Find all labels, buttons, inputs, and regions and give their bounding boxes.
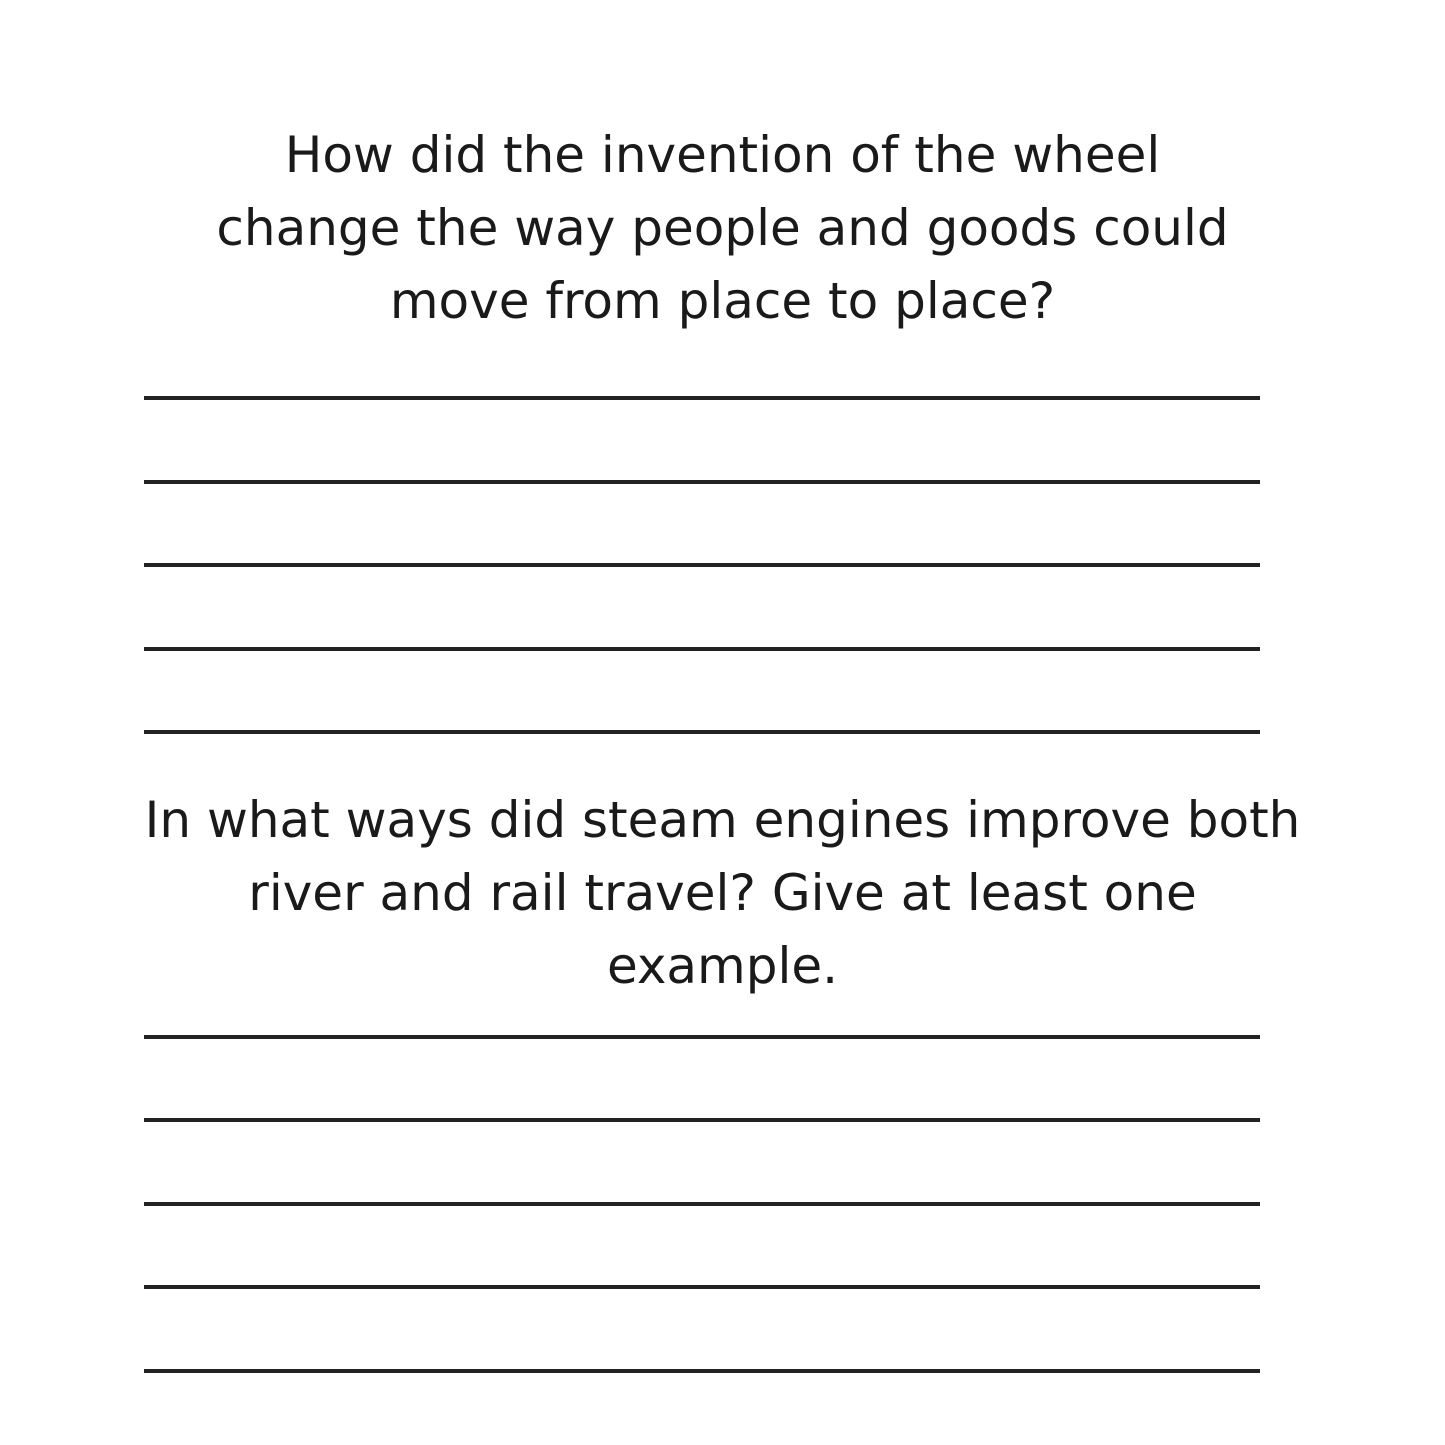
question-2-line: In what ways did steam engines improve both xyxy=(144,791,1301,849)
question-2-text xyxy=(0,784,1445,1003)
question-2-answer-line[interactable] xyxy=(144,1202,1260,1206)
question-1-answer-line[interactable] xyxy=(144,563,1260,567)
question-2-line: example. xyxy=(606,937,839,995)
question-1-answer-line[interactable] xyxy=(144,730,1260,734)
question-1-answer-line[interactable] xyxy=(144,396,1260,400)
question-1-line: move from place to place? xyxy=(389,272,1056,330)
question-1-line: change the way people and goods could xyxy=(216,199,1229,257)
question-1-text xyxy=(0,119,1445,338)
question-2-answer-line[interactable] xyxy=(144,1285,1260,1289)
question-1-answer-line[interactable] xyxy=(144,647,1260,651)
question-2-answer-line[interactable] xyxy=(144,1118,1260,1122)
question-2-answer-line[interactable] xyxy=(144,1369,1260,1373)
question-1-answer-line[interactable] xyxy=(144,480,1260,484)
question-2-answer-line[interactable] xyxy=(144,1035,1260,1039)
question-2-line: river and rail travel? Give at least one xyxy=(248,864,1197,922)
question-1-line: How did the invention of the wheel xyxy=(284,126,1161,184)
